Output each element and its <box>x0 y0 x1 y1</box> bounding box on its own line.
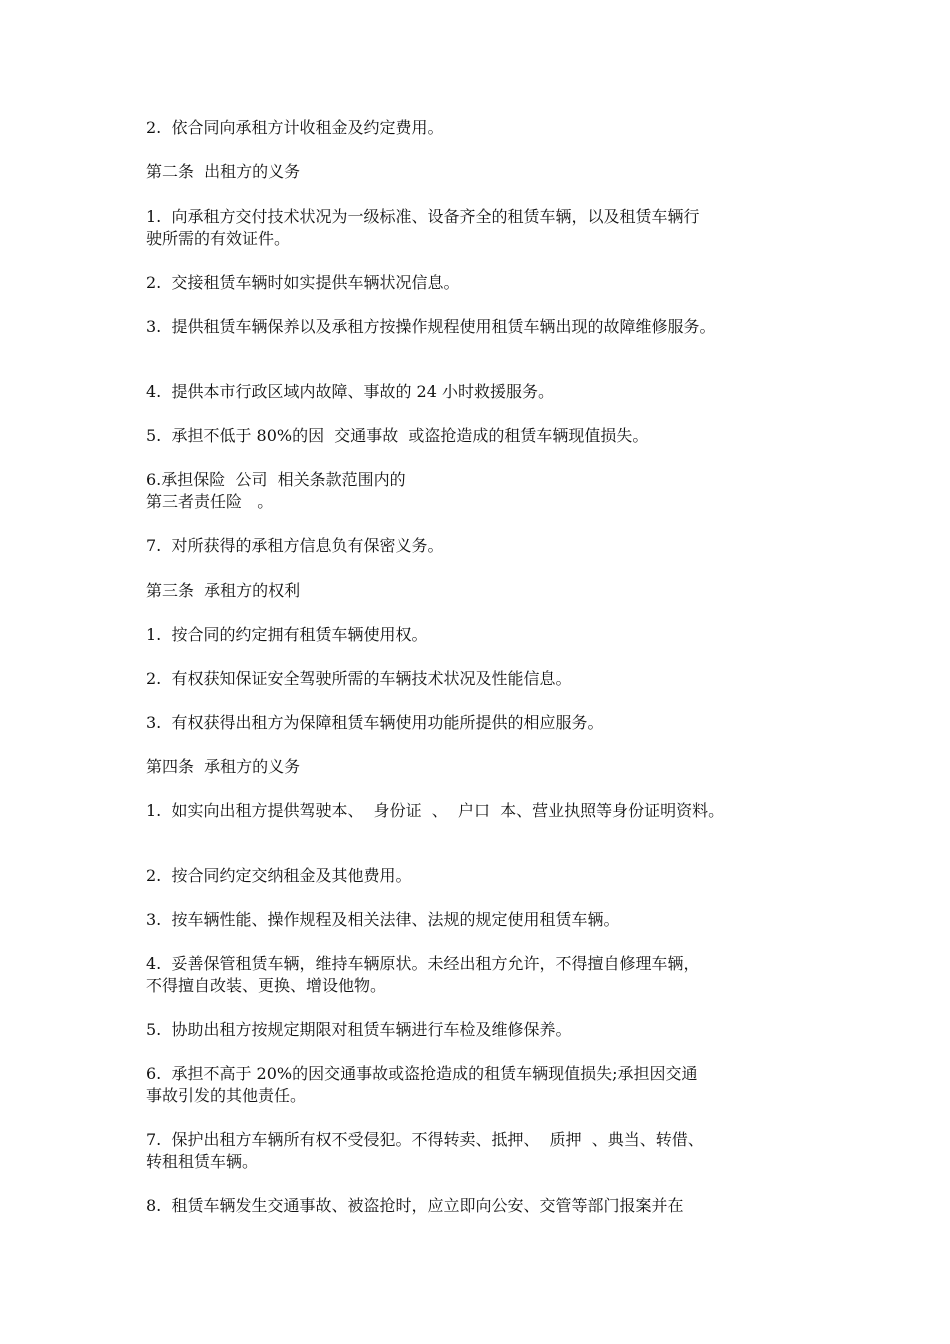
article-4-heading: 第四条 承租方的义务 <box>146 757 301 776</box>
clause-4-5: 5. 协助出租方按规定期限对租赁车辆进行车检及维修保养。 <box>146 1020 572 1039</box>
clause-2-1-2: 2. 依合同向承租方计收租金及约定费用。 <box>146 118 444 137</box>
article-2-heading: 第二条 出租方的义务 <box>146 162 301 181</box>
clause-3-2: 2. 有权获知保证安全驾驶所需的车辆技术状况及性能信息。 <box>146 669 572 688</box>
clause-2-2-6-cont: 第三者责任险 。 <box>146 492 274 511</box>
clause-2-2-5: 5. 承担不低于 80%的因 交通事故 或盗抢造成的租赁车辆现值损失。 <box>146 426 649 445</box>
clause-2-2-2: 2. 交接租赁车辆时如实提供车辆状况信息。 <box>146 273 460 292</box>
clause-4-7: 7. 保护出租方车辆所有权不受侵犯。不得转卖、抵押、 质押 、典当、转借、 <box>146 1130 704 1149</box>
clause-4-6: 6. 承担不高于 20%的因交通事故或盗抢造成的租赁车辆现值损失;承担因交通 <box>146 1064 698 1083</box>
clause-4-1: 1. 如实向出租方提供驾驶本、 身份证 、 户口 本、营业执照等身份证明资料。 <box>146 801 725 820</box>
article-3-heading: 第三条 承租方的权利 <box>146 581 301 600</box>
clause-2-2-3: 3. 提供租赁车辆保养以及承租方按操作规程使用租赁车辆出现的故障维修服务。 <box>146 317 716 336</box>
clause-4-8: 8. 租赁车辆发生交通事故、被盗抢时，应立即向公安、交管等部门报案并在 <box>146 1196 684 1215</box>
clause-4-7-cont: 转租租赁车辆。 <box>146 1152 259 1171</box>
clause-2-2-4: 4. 提供本市行政区域内故障、事故的 24 小时救援服务。 <box>146 382 554 401</box>
clause-4-4-cont: 不得擅自改装、更换、增设他物。 <box>146 976 387 995</box>
clause-4-2: 2. 按合同约定交纳租金及其他费用。 <box>146 866 412 885</box>
clause-4-4: 4. 妥善保管租赁车辆，维持车辆原状。未经出租方允许，不得擅自修理车辆， <box>146 954 700 973</box>
clause-3-1: 1. 按合同的约定拥有租赁车辆使用权。 <box>146 625 428 644</box>
clause-2-2-1: 1. 向承租方交付技术状况为一级标准、设备齐全的租赁车辆，以及租赁车辆行 <box>146 207 700 226</box>
clause-2-2-7: 7. 对所获得的承租方信息负有保密义务。 <box>146 536 444 555</box>
clause-4-3: 3. 按车辆性能、操作规程及相关法律、法规的规定使用租赁车辆。 <box>146 910 620 929</box>
clause-3-3: 3. 有权获得出租方为保障租赁车辆使用功能所提供的相应服务。 <box>146 713 604 732</box>
clause-4-6-cont: 事故引发的其他责任。 <box>146 1086 307 1105</box>
clause-2-2-1-cont: 驶所需的有效证件。 <box>146 229 291 248</box>
clause-2-2-6: 6.承担保险 公司 相关条款范围内的 <box>146 470 406 489</box>
